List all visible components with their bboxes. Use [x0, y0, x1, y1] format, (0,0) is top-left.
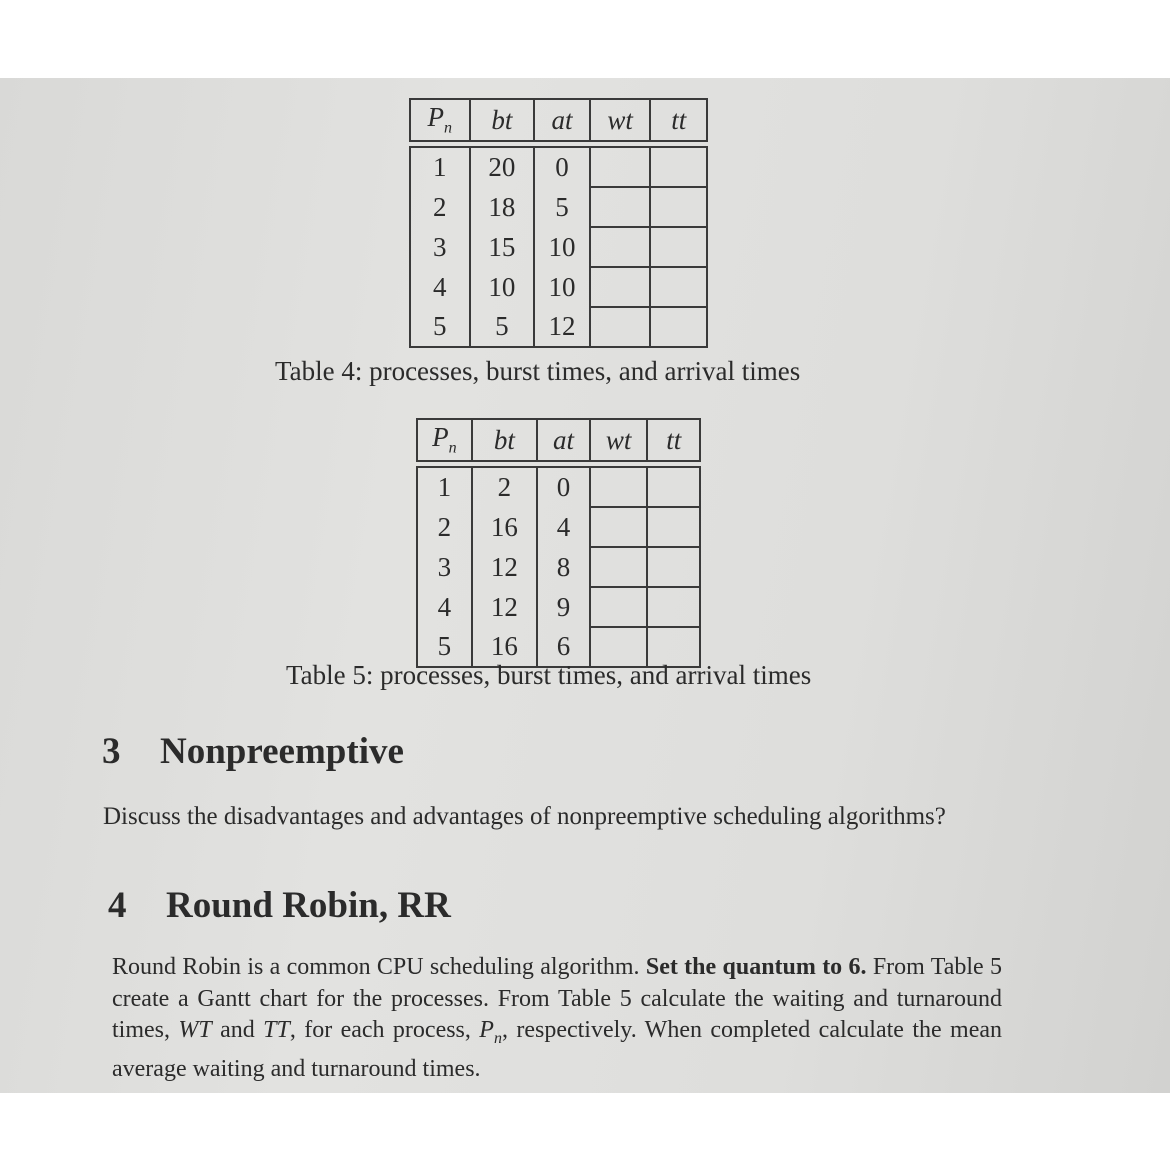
cell-bt: 5 — [470, 307, 535, 347]
cell-bt: 15 — [470, 227, 535, 267]
header-pn: $P_n$ — [417, 419, 472, 461]
header-wt: wt — [590, 419, 648, 461]
cell-tt — [650, 147, 707, 187]
document-photo — [0, 78, 1170, 1093]
cell-at: 9 — [537, 587, 590, 627]
cell-wt — [590, 307, 651, 347]
table-4-header-row — [410, 99, 707, 141]
cell-wt — [590, 187, 651, 227]
header-bt: bt — [470, 99, 535, 141]
cell-at: 10 — [534, 267, 590, 307]
cell-pn: 4 — [410, 267, 470, 307]
cell-pn: 5 — [417, 627, 472, 667]
section-number: 4 — [108, 885, 127, 926]
cell-bt: 12 — [472, 587, 538, 627]
cell-wt — [590, 227, 651, 267]
table-row — [410, 267, 707, 307]
cell-bt: 20 — [470, 147, 535, 187]
table-row — [417, 467, 700, 507]
table-5 — [416, 418, 701, 668]
cell-tt — [647, 467, 700, 507]
cell-tt — [650, 227, 707, 267]
table-row — [410, 307, 707, 347]
cell-at: 0 — [537, 467, 590, 507]
cell-wt — [590, 547, 648, 587]
table-row — [417, 507, 700, 547]
header-tt: tt — [647, 419, 700, 461]
section-title: Round Robin, RR — [166, 885, 451, 926]
table-5-caption: Table 5: processes, burst times, and arrival times — [286, 660, 812, 690]
cell-tt — [647, 547, 700, 587]
table-row — [410, 227, 707, 267]
table-row — [410, 147, 707, 187]
cell-bt: 16 — [472, 507, 538, 547]
section-4-heading — [108, 884, 451, 927]
section-4-body: Round Robin is a common CPU scheduling algorithm. Set the quantum to 6. From Table 5 create a Gantt chart for the processes. From Table 5 calculate the waiting and turnaround times, WT and TT, for each process, $P_n$, respectively. When completed calculate the mean average waiting and turnaround times. — [112, 954, 1003, 1083]
cell-tt — [650, 187, 707, 227]
header-bt: bt — [472, 419, 538, 461]
cell-pn: 5 — [410, 307, 470, 347]
cell-pn: 4 — [417, 587, 472, 627]
table-row — [417, 547, 700, 587]
cell-pn: 1 — [417, 467, 472, 507]
cell-at: 5 — [534, 187, 590, 227]
section-3-body: Discuss the disadvantages and advantages of nonpreemptive scheduling algorithms? — [103, 803, 946, 830]
cell-at: 6 — [537, 627, 590, 667]
cell-bt: 2 — [472, 467, 538, 507]
table-row — [410, 187, 707, 227]
quantum-instruction: Set the quantum to 6. — [645, 954, 867, 980]
cell-at: 10 — [534, 227, 590, 267]
cell-pn: 3 — [410, 227, 470, 267]
cell-bt: 12 — [472, 547, 538, 587]
cell-bt: 16 — [472, 627, 538, 667]
cell-tt — [650, 307, 707, 347]
table-4-caption: Table 4: processes, burst times, and arrival times — [275, 356, 801, 386]
header-at: at — [534, 99, 590, 141]
cell-pn: 2 — [417, 507, 472, 547]
header-tt: tt — [650, 99, 707, 141]
cell-wt — [590, 467, 648, 507]
header-pn: $P_n$ — [410, 99, 470, 141]
cell-wt — [590, 507, 648, 547]
cell-wt — [590, 587, 648, 627]
cell-at: 4 — [537, 507, 590, 547]
table-row — [417, 587, 700, 627]
cell-tt — [650, 267, 707, 307]
cell-pn: 2 — [410, 187, 470, 227]
cell-at: 8 — [537, 547, 590, 587]
header-at: at — [537, 419, 590, 461]
section-number: 3 — [102, 731, 121, 772]
header-wt: wt — [590, 99, 651, 141]
cell-bt: 10 — [470, 267, 535, 307]
cell-at: 0 — [534, 147, 590, 187]
cell-at: 12 — [534, 307, 590, 347]
table-5-header-row — [417, 419, 700, 461]
cell-pn: 1 — [410, 147, 470, 187]
table-4 — [409, 98, 708, 348]
cell-wt — [590, 267, 651, 307]
cell-tt — [647, 507, 700, 547]
cell-wt — [590, 147, 651, 187]
section-3-heading — [102, 730, 404, 773]
cell-bt: 18 — [470, 187, 535, 227]
cell-pn: 3 — [417, 547, 472, 587]
section-title: Nonpreemptive — [160, 731, 404, 772]
cell-tt — [647, 587, 700, 627]
